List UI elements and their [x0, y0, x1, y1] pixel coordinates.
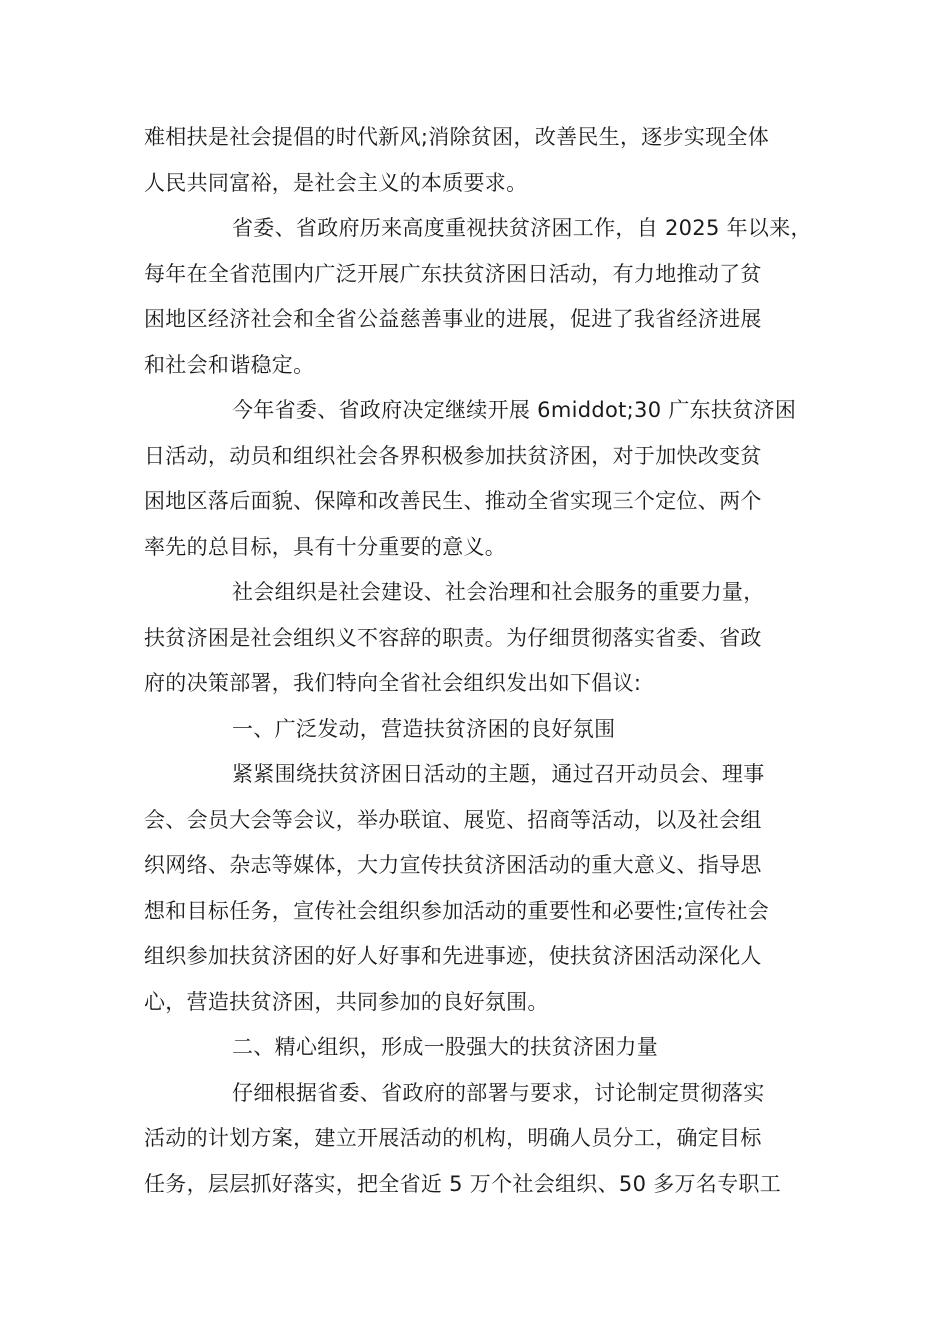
document-body	[144, 115, 824, 1207]
text-line: 任务，层层抓好落实，把全省近 5 万个社会组织、50 多万名专职工	[144, 1171, 782, 1196]
text-line: 和社会和谐稳定。	[144, 352, 315, 377]
text-line: 今年省委、省政府决定继续开展 6middot;30 广东扶贫济困	[232, 398, 797, 422]
text-line: 日活动，动员和组织社会各界积极参加扶贫济困，对于加快改变贫	[144, 443, 762, 468]
text-line: 活动的计划方案，建立开展活动的机构，明确人员分工，确定目标	[144, 1126, 762, 1150]
text-line: 二、精心组织，形成一股强大的扶贫济困力量	[232, 1035, 658, 1059]
text-line: 织网络、杂志等媒体，大力宣传扶贫济困活动的重大意义、指导思	[144, 853, 762, 877]
text-line: 会、会员大会等会议，举办联谊、展览、招商等活动，以及社会组	[144, 807, 762, 832]
text-line: 每年在全省范围内广泛开展广东扶贫济困日活动，有力地推动了贫	[144, 261, 762, 286]
text-line: 困地区经济社会和全省公益慈善事业的进展，促进了我省经济进展	[144, 307, 762, 331]
text-line: 难相扶是社会提倡的时代新风;消除贫困，改善民生，逐步实现全体	[144, 125, 770, 149]
text-line: 率先的总目标，具有十分重要的意义。	[144, 534, 507, 559]
text-line: 心，营造扶贫济困，共同参加的良好氛围。	[144, 989, 549, 1014]
text-line: 仔细根据省委、省政府的部署与要求，讨论制定贯彻落实	[232, 1080, 765, 1105]
text-line: 组织参加扶贫济困的好人好事和先进事迹，使扶贫济困活动深化人	[144, 944, 762, 968]
text-line: 紧紧围绕扶贫济困日活动的主题，通过召开动员会、理事	[232, 762, 765, 786]
text-line: 省委、省政府历来高度重视扶贫济困工作，自 2025 年以来，	[232, 216, 812, 240]
text-line: 困地区落后面貌、保障和改善民生、推动全省实现三个定位、两个	[144, 489, 762, 513]
text-line: 人民共同富裕，是社会主义的本质要求。	[144, 170, 528, 195]
text-line: 一、广泛发动，营造扶贫济困的良好氛围	[232, 716, 616, 741]
text-line: 府的决策部署，我们特向全省社会组织发出如下倡议:	[144, 671, 642, 695]
text-line: 社会组织是社会建设、社会治理和社会服务的重要力量，	[232, 580, 765, 604]
text-line: 想和目标任务，宣传社会组织参加活动的重要性和必要性;宣传社会	[144, 898, 770, 923]
text-line: 扶贫济困是社会组织义不容辞的职责。为仔细贯彻落实省委、省政	[144, 625, 762, 650]
